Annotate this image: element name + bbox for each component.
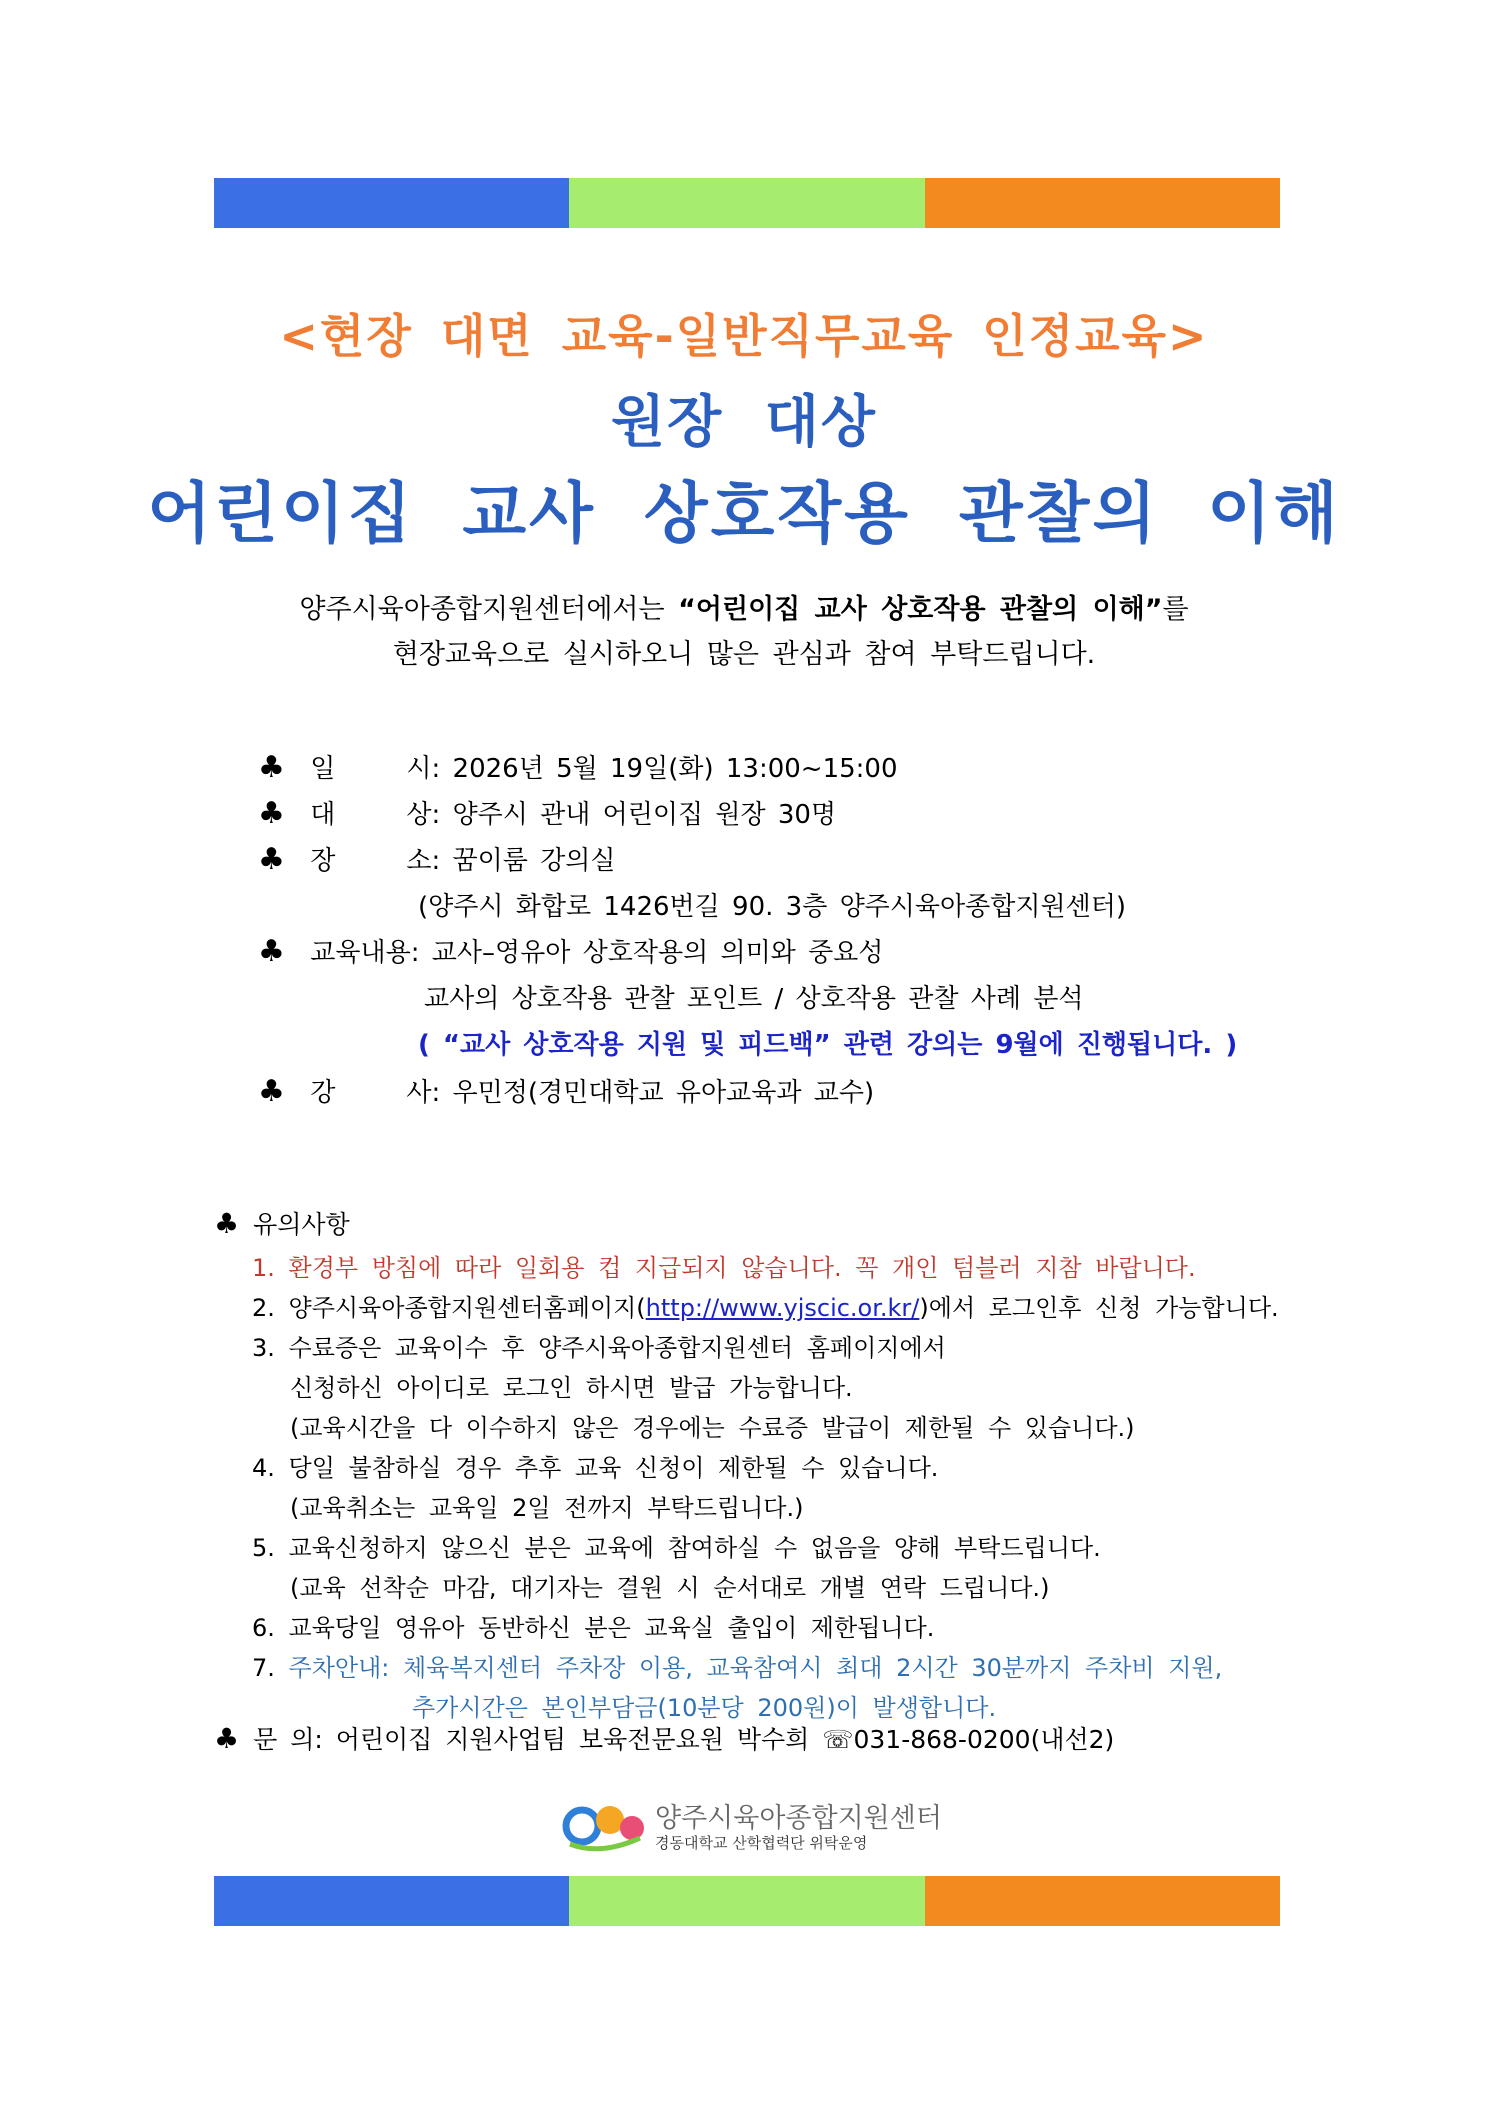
info-content-label: 교육내용: — [310, 938, 420, 968]
note-5a: 5. 교육신청하지 않으신 분은 교육에 참여하실 수 없음을 양해 부탁드립니다. — [252, 1534, 1101, 1562]
title-line-1: <현장 대면 교육-일반직무교육 인정교육> — [279, 309, 1209, 363]
notes-heading-label: 유의사항 — [253, 1210, 350, 1239]
notes-heading — [214, 1205, 350, 1241]
info-lecturer-value: 우민정(경민대학교 유아교육과 교수) — [452, 1078, 875, 1108]
homepage-link[interactable]: http://www.yjscic.or.kr/ — [645, 1294, 920, 1322]
info-content-row — [258, 932, 883, 969]
color-bar-blue — [214, 178, 569, 228]
color-bar-orange — [925, 178, 1280, 228]
top-color-bar — [214, 178, 1280, 228]
note-3a: 3. 수료증은 교육이수 후 양주시육아종합지원센터 홈페이지에서 — [252, 1334, 946, 1362]
note-5b: (교육 선착순 마감, 대기자는 결원 시 순서대로 개별 연락 드립니다.) — [290, 1574, 1050, 1602]
info-lecturer-row — [258, 1072, 874, 1109]
intro-course-name: “어린이집 교사 상호작용 관찰의 이해” — [678, 594, 1163, 625]
club-icon: ♣ — [214, 1207, 240, 1240]
info-content-value-2: 교사의 상호작용 관찰 포인트 / 상호작용 관찰 사례 분석 — [424, 984, 1084, 1014]
info-lecturer-label: 강 사: — [310, 1078, 441, 1108]
club-icon: ♣ — [214, 1722, 240, 1755]
club-icon: ♣ — [258, 934, 285, 969]
contact-text: 문 의: 어린이집 지원사업팀 보육전문요원 박수희 ☏031-868-0200(내선2) — [253, 1725, 1115, 1754]
note-4a: 4. 당일 불참하실 경우 추후 교육 신청이 제한될 수 있습니다. — [252, 1454, 939, 1482]
info-content-value-1: 교사–영유아 상호작용의 의미와 중요성 — [431, 938, 884, 968]
club-icon: ♣ — [258, 842, 285, 877]
intro-suffix: 를 — [1162, 594, 1189, 625]
info-place-row — [258, 840, 616, 877]
note-6: 6. 교육당일 영유아 동반하신 분은 교육실 출입이 제한됩니다. — [252, 1614, 935, 1642]
note-3b: 신청하신 아이디로 로그인 하시면 발급 가능합니다. — [290, 1374, 853, 1402]
info-place-detail: (양주시 화합로 1426번길 90. 3층 양주시육아종합지원센터) — [418, 892, 1126, 922]
info-target-value: 양주시 관내 어린이집 원장 30명 — [452, 800, 837, 830]
note-3c: (교육시간을 다 이수하지 않은 경우에는 수료증 발급이 제한될 수 있습니다.) — [290, 1414, 1135, 1442]
color-bar-blue — [214, 1876, 569, 1926]
club-icon: ♣ — [258, 796, 285, 831]
title-line-2: 원장 대상 — [611, 390, 877, 455]
bottom-color-bar — [214, 1876, 1280, 1926]
note-1: 1. 환경부 방침에 따라 일회용 컵 지급되지 않습니다. 꼭 개인 텀블러 지참 바랍니다. — [252, 1254, 1196, 1282]
info-place-value: 꿈이룸 강의실 — [452, 846, 616, 876]
org-sub: 경동대학교 산학협력단 위탁운영 — [655, 1834, 868, 1852]
title-line-3: 어린이집 교사 상호작용 관찰의 이해 — [147, 475, 1341, 552]
info-date-row — [258, 748, 898, 785]
color-bar-orange — [925, 1876, 1280, 1926]
note-2: 2. 양주시육아종합지원센터홈페이지(http://www.yjscic.or.kr/)에서 로그인후 신청 가능합니다. — [252, 1294, 1279, 1322]
color-bar-green — [569, 178, 924, 228]
info-content-note: ( “교사 상호작용 지원 및 피드백” 관련 강의는 9월에 진행됩니다. ) — [418, 1030, 1238, 1060]
contact-line — [214, 1720, 1114, 1756]
info-place-label: 장 소: — [310, 846, 441, 876]
note-7b: 추가시간은 본인부담금(10분당 200원)이 발생합니다. — [412, 1694, 997, 1722]
info-date-label: 일 시: — [310, 754, 441, 784]
info-date-value: 2026년 5월 19일(화) 13:00~15:00 — [452, 754, 898, 784]
intro-prefix: 양주시육아종합지원센터에서는 — [299, 594, 679, 625]
org-name: 양주시육아종합지원센터 — [655, 1803, 942, 1834]
info-target-row — [258, 794, 836, 831]
club-icon: ♣ — [258, 750, 285, 785]
note-7a: 7. 주차안내: 체육복지센터 주차장 이용, 교육참여시 최대 2시간 30분까지 주차비 지원, — [252, 1654, 1223, 1682]
intro-line-2: 현장교육으로 실시하오니 많은 관심과 참여 부탁드립니다. — [392, 639, 1096, 670]
club-icon: ♣ — [258, 1074, 285, 1109]
info-target-label: 대 상: — [310, 800, 441, 830]
color-bar-green — [569, 1876, 924, 1926]
intro-line-1 — [0, 587, 1488, 626]
note-4b: (교육취소는 교육일 2일 전까지 부탁드립니다.) — [290, 1494, 804, 1522]
